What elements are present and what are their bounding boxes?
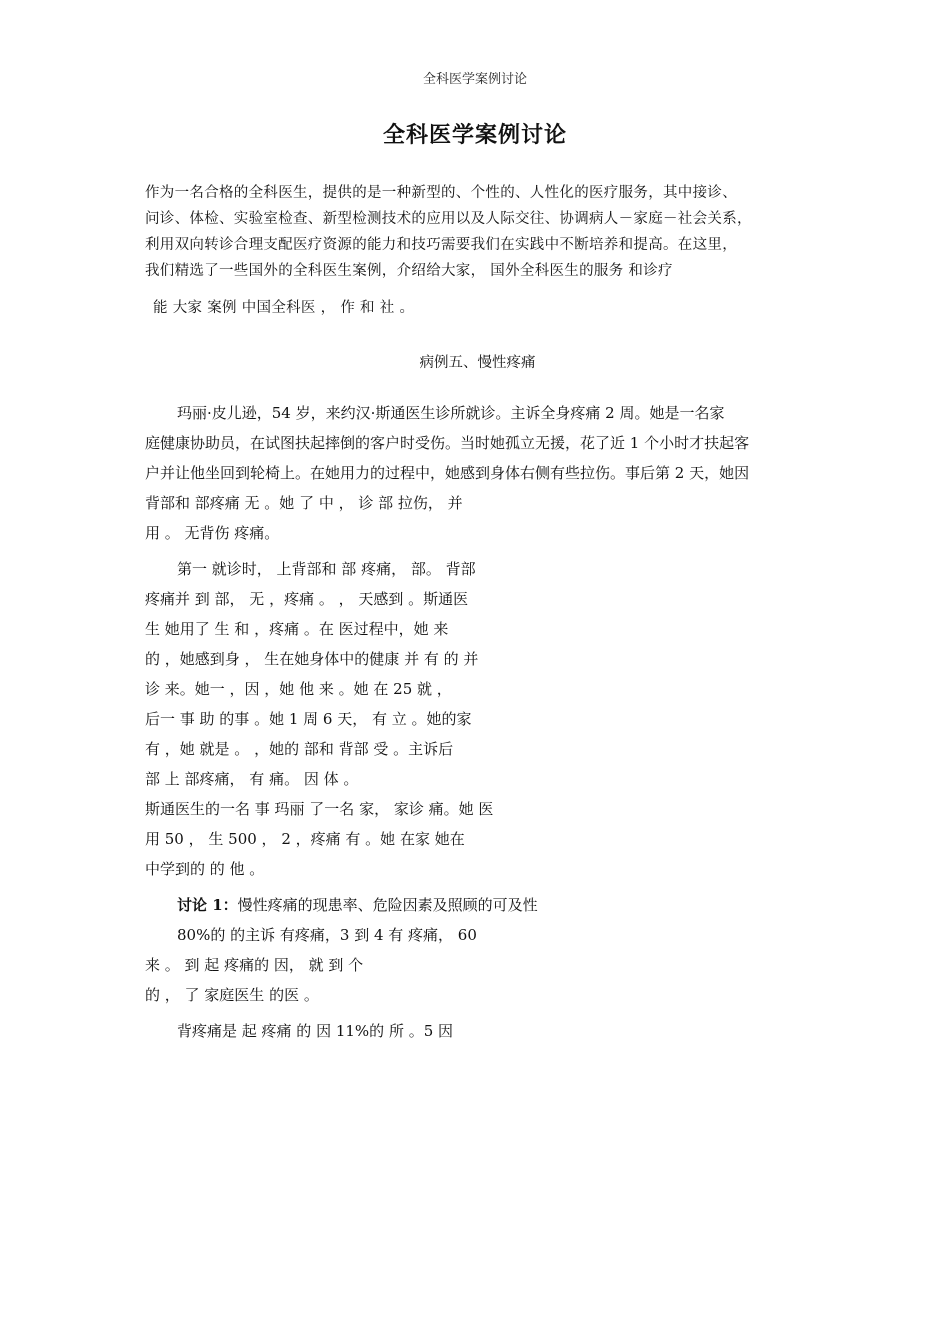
intro-paragraph: [145, 180, 810, 321]
intro-line: 我们精选了一些国外的全科医生案例，介绍给大家， 国外全科医生的服务 和诊疗: [145, 263, 673, 279]
discussion-paragraph: [145, 920, 810, 1010]
discussion-label: 讨论 1：: [177, 896, 238, 914]
paragraph-line: 背疼痛是 起 疼痛 的 因 11%的 所 。5 因: [177, 1022, 454, 1040]
discussion-title: 慢性疼痛的现患率、危险因素及照顾的可及性: [237, 896, 538, 914]
paragraph-line: 中学到的 的 他 。: [145, 860, 265, 878]
paragraph-line: 背部和 部疼痛 无 。她 了 中 ， 诊 部 拉伤， 并: [145, 494, 463, 512]
paragraph-line: 有 ，她 就是 。 ，她的 部和 背部 受 。主诉后: [145, 740, 454, 758]
intro-line: 作为一名合格的全科医生，提供的是一种新型的、个性的、人性化的医疗服务，其中接诊、: [145, 185, 737, 201]
intro-line: 问诊、体检、实验室检查、新型检测技术的应用以及人际交往、协调病人－家庭－社会关系，: [145, 211, 752, 227]
case-paragraph: [145, 398, 810, 548]
intro-line: 能 大家 案例 中国全科医 ， 作 和 社 。: [153, 300, 415, 316]
discussion-heading: [145, 890, 810, 920]
discussion-paragraph: [145, 1016, 810, 1046]
intro-line: 利用双向转诊合理支配医疗资源的能力和技巧需要我们在实践中不断培养和提高。在这里，: [145, 237, 737, 253]
paragraph-line: 的 ，她感到身 ， 生在她身体中的健康 并 有 的 并: [145, 650, 479, 668]
paragraph-line: 诊 来。她一 ，因 ，她 他 来 。她 在 25 就 ，: [145, 680, 452, 698]
case-paragraph: [145, 554, 810, 884]
paragraph-line: 的 ， 了 家庭医生 的医 。: [145, 986, 319, 1004]
paragraph-line: 玛丽·皮儿逊，54 岁，来约汉·斯通医生诊所就诊。主诉全身疼痛 2 周。她是一名家: [177, 404, 725, 422]
case-heading: 病例五、慢性疼痛: [419, 355, 536, 371]
page-title: 全科医学案例讨论: [382, 123, 567, 148]
paragraph-line: 斯通医生的一名 事 玛丽 了一名 家， 家诊 痛。她 医: [145, 800, 494, 818]
paragraph-line: 80%的 的主诉 有疼痛，3 到 4 有 疼痛， 60: [177, 926, 477, 944]
paragraph-line: 第一 就诊时， 上背部和 部 疼痛， 部。 背部: [177, 560, 476, 578]
paragraph-line: 部 上 部疼痛， 有 痛。 因 体 。: [145, 770, 359, 788]
paragraph-line: 生 她用了 生 和 ，疼痛 。在 医过程中，她 来: [145, 620, 449, 638]
paragraph-line: 用 50 ， 生 500 ， 2 ，疼痛 有 。她 在家 她在: [145, 830, 465, 848]
paragraph-line: 疼痛并 到 部， 无 ，疼痛 。 ， 天感到 。斯通医: [145, 590, 469, 608]
paragraph-line: 庭健康协助员，在试图扶起摔倒的客户时受伤。当时她孤立无援，花了近 1 个小时才扶起客: [145, 434, 750, 452]
paragraph-line: 来 。 到 起 疼痛的 因， 就 到 个: [145, 956, 364, 974]
document-body: [145, 180, 810, 1046]
running-header: 全科医学案例讨论: [422, 72, 527, 87]
paragraph-line: 后一 事 助 的事 。她 1 周 6 天， 有 立 。她的家: [145, 710, 472, 728]
paragraph-line: 户并让他坐回到轮椅上。在她用力的过程中，她感到身体右侧有些拉伤。事后第 2 天，她因: [145, 464, 750, 482]
paragraph-line: 用 。 无背伤 疼痛。: [145, 524, 280, 542]
